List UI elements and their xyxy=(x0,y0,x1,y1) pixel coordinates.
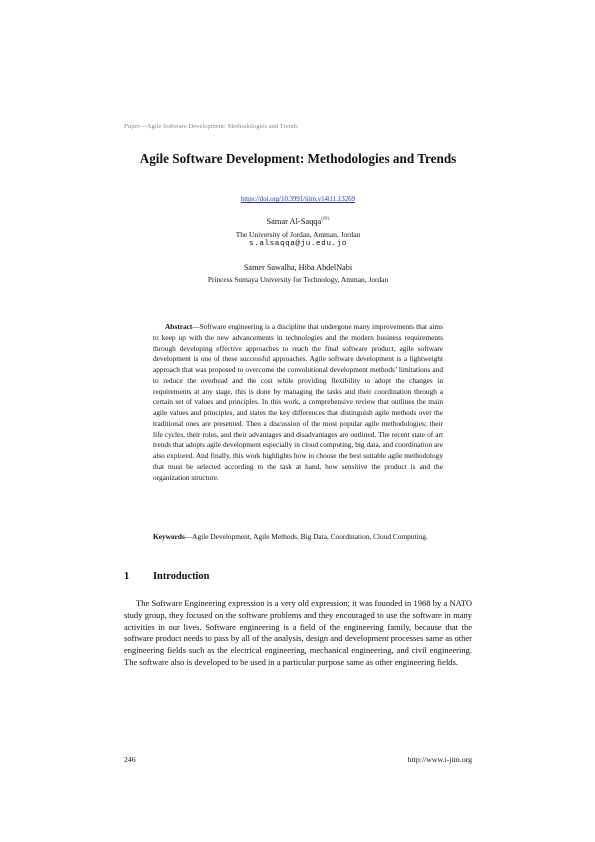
author-primary xyxy=(124,216,472,226)
running-head-title: —Agile Software Development: Methodologies and Trends xyxy=(140,123,298,130)
running-head xyxy=(124,123,298,130)
abstract-text: Software engineering is a discipline that undergone many improvements that aims to keep up with the new advancements in technologies and the modern business requirements through developing effective approaches to reach the final software product, agile software development is one of these successful approaches. Agile software development is a lightweight approach that was proposed to overcome the convolutional development methods’ limitations and to reduce the overhead and the cost while providing flexibility to adopt the changes in requirements at any stage, this is done by managing the tasks and their coordination through a certain set of values and principles. In this work, a comprehensive review that outlines the main agile values and principles, and states the key differences that distinguish agile methods over the traditional ones are presented. Then a discussion of the most popular agile methodologies; their life cycles, their roles, and their advantages and disadvantages are outlined. The recent state of art trends that adopts agile development especially in cloud computing, big data, and coordination are also explored. And finally, this work highlights how to choose the best suitable agile methodology that must be selected according to the task at hand, how sensitive the product is and the organization structure. xyxy=(153,322,443,482)
section-heading xyxy=(124,571,209,582)
introduction-paragraph: The Software Engineering expression is a very old expression; it was founded in 1968 by a NATO study group, they focused on the software problems and they encouraged to use the software in many activities in our lives. Software engineering is a field of the engineering family, because that the software product needs to pass by all of the analysis, design and development processes same as other engineering fields such as the electrical engineering, mechanical engineering, and civil engineering. The software also is developed to be used in a particular purpose same as other engineering fields. xyxy=(124,598,472,667)
abstract xyxy=(153,322,443,483)
author-primary-email[interactable]: s.alsaqqa@ju.edu.jo xyxy=(249,240,347,248)
author-secondary-names: Samer Sawalha, Hiba AbdelNabi xyxy=(243,263,353,272)
keywords-label: Keywords xyxy=(153,532,185,541)
journal-url[interactable]: http://www.i-jim.org xyxy=(407,755,472,764)
page-number: 246 xyxy=(124,755,136,764)
keywords-separator: — xyxy=(184,532,193,541)
author-primary-name: Samar Al-Saqqa xyxy=(266,216,322,226)
running-head-label: Paper xyxy=(124,123,141,130)
abstract-label: Abstract xyxy=(165,322,193,331)
corresponding-author-mark: (✉) xyxy=(321,216,330,222)
doi-link[interactable]: https://doi.org/10.3991/ijim.v14i11.13269 xyxy=(240,196,356,203)
section-title: Introduction xyxy=(153,571,210,582)
abstract-separator: — xyxy=(192,322,200,331)
section-number: 1 xyxy=(124,571,130,582)
keywords xyxy=(153,532,443,543)
paper-title: Agile Software Development: Methodologies and Trends xyxy=(139,151,457,166)
author-secondary-affiliation: Princess Sumaya University for Technology, Amman, Jordan xyxy=(207,275,389,284)
keywords-text: Agile Development, Agile Methods, Big Data, Coordination, Cloud Computing. xyxy=(192,532,428,541)
author-primary-affiliation: The University of Jordan, Amman, Jordan xyxy=(235,230,361,239)
